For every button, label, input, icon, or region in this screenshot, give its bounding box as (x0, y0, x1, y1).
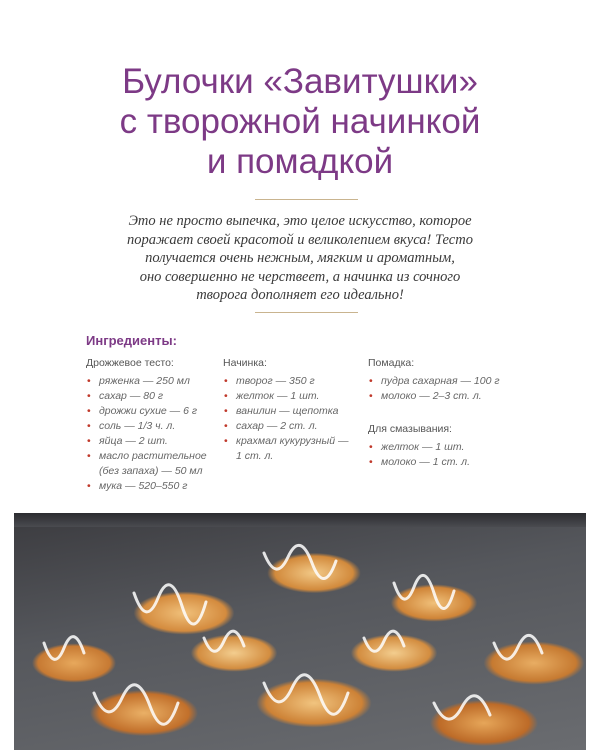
ingredient-item (223, 434, 363, 464)
title-line: Булочки «Завитушки» (122, 62, 478, 101)
brushing-title: Для смазывания: (368, 423, 452, 435)
ingredient-text: ванилин — щепотка (236, 405, 339, 417)
ingredient-text: молоко — 1 ст. л. (381, 456, 471, 468)
ingredient-text: соль — 1/3 ч. л. (99, 420, 176, 432)
ingredient-item (368, 455, 518, 470)
dough-section (86, 356, 216, 494)
divider-bottom (255, 312, 358, 313)
bullet-icon: • (224, 435, 228, 447)
bullet-icon: • (87, 405, 91, 417)
intro-line: Это не просто выпечка, это целое искусство, которое (128, 213, 472, 229)
bullet-icon: • (224, 420, 228, 432)
divider-top (255, 199, 358, 200)
ingredient-item (223, 419, 363, 434)
dough-list (86, 374, 216, 494)
bullet-icon: • (224, 375, 228, 387)
ingredient-item (368, 440, 518, 455)
bullet-icon: • (87, 435, 91, 447)
ingredient-item (86, 479, 216, 494)
ingredient-text: сахар — 2 ст. л. (236, 420, 318, 432)
glaze-list (368, 374, 518, 404)
bullet-icon: • (87, 375, 91, 387)
filling-section (223, 356, 363, 464)
ingredient-text: ряженка — 250 мл (99, 375, 190, 387)
bullet-icon: • (87, 420, 91, 432)
title-line: и помадкой (206, 142, 394, 181)
ingredient-item (86, 419, 216, 434)
ingredients-heading: Ингредиенты: (86, 333, 177, 348)
ingredient-item (86, 374, 216, 389)
glaze-title: Помадка: (368, 357, 415, 369)
brushing-list (368, 440, 518, 470)
ingredient-text: крахмал кукурузный — (236, 435, 349, 447)
ingredient-text: яйца — 2 шт. (99, 435, 168, 447)
ingredient-item (86, 404, 216, 419)
ingredient-text: (без запаха) — 50 мл (99, 465, 203, 477)
intro-line: поражает своей красотой и великолепием вкуса! Тесто (127, 231, 473, 248)
ingredient-text: мука — 520–550 г (99, 480, 188, 492)
bullet-icon: • (369, 441, 373, 453)
ingredient-text: сахар — 80 г (99, 390, 164, 402)
ingredient-text: дрожжи сухие — 6 г (99, 405, 198, 417)
bullet-icon: • (224, 405, 228, 417)
ingredient-text: молоко — 2–3 ст. л. (381, 390, 482, 402)
glaze-drizzle (14, 513, 586, 750)
bullet-icon: • (369, 456, 373, 468)
ingredient-item (368, 389, 518, 404)
ingredient-item (86, 389, 216, 404)
intro-line: оно совершенно не черствеет, а начинка из сочного (139, 268, 461, 285)
ingredient-item (223, 374, 363, 389)
recipe-title (0, 62, 600, 182)
bullet-icon: • (87, 390, 91, 402)
buns-photo (14, 513, 586, 750)
recipe-intro (70, 212, 530, 305)
ingredient-item (86, 449, 216, 479)
bullet-icon: • (87, 480, 91, 492)
filling-title: Начинка: (223, 357, 267, 369)
ingredient-text: пудра сахарная — 100 г (381, 375, 500, 387)
title-line: с творожной начинкой (119, 102, 481, 141)
ingredient-text: масло растительное (99, 450, 207, 462)
ingredient-text: 1 ст. л. (236, 450, 274, 462)
bullet-icon: • (369, 390, 373, 402)
bullet-icon: • (369, 375, 373, 387)
intro-line: творога дополняет его идеально! (196, 287, 404, 304)
bullet-icon: • (224, 390, 228, 402)
ingredient-item (86, 434, 216, 449)
intro-line: получается очень нежным, мягким и ароматным, (145, 250, 455, 267)
ingredient-text: желток — 1 шт. (236, 390, 320, 402)
bullet-icon: • (87, 450, 91, 462)
glaze-section (368, 356, 518, 470)
ingredient-text: творог — 350 г (236, 375, 315, 387)
filling-list (223, 374, 363, 464)
dough-title: Дрожжевое тесто: (86, 357, 174, 369)
ingredient-item (223, 404, 363, 419)
ingredient-item (368, 374, 518, 389)
ingredient-item (223, 389, 363, 404)
brushing-section (368, 422, 518, 470)
ingredient-text: желток — 1 шт. (381, 441, 465, 453)
